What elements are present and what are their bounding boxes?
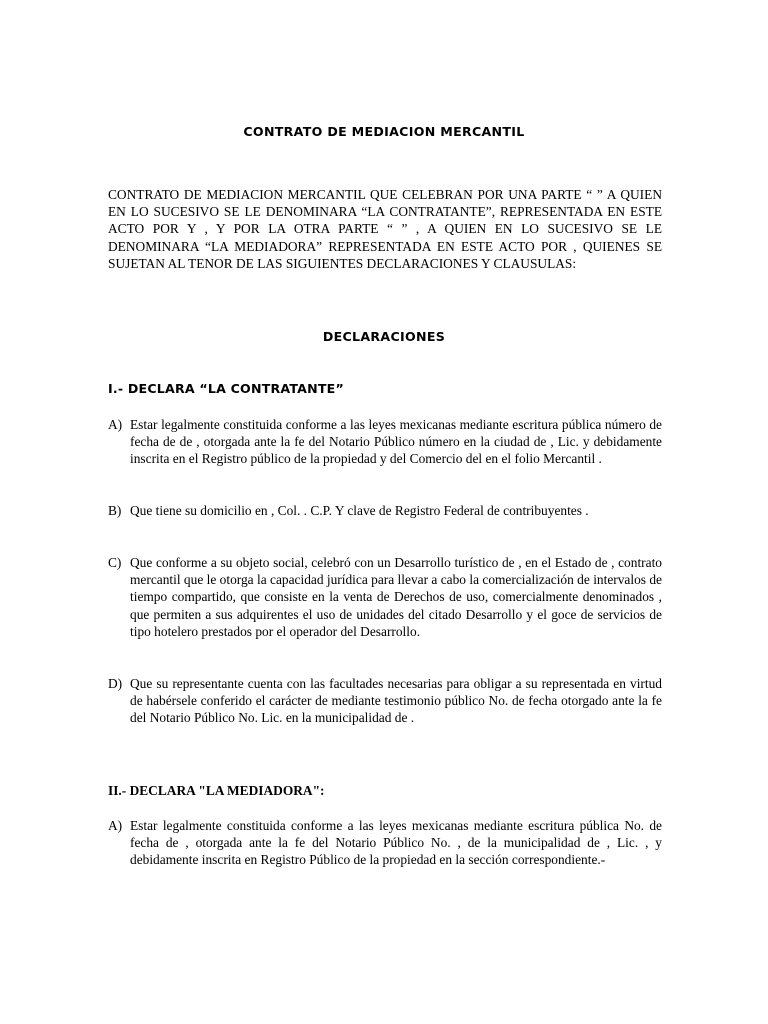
section-1-item-b: [108, 502, 662, 519]
document-title: CONTRATO DE MEDIACION MERCANTIL: [243, 124, 525, 139]
item-text: Estar legalmente constituida conforme a las leyes mexicanas mediante escritura pública No. de fecha de , otorgada ante la fe del Notario Público No. , de la municipalidad de , Lic. , y debidamente inscrita en Registro Público de la propiedad en la sección correspondiente.-: [130, 818, 662, 868]
item-text: Que conforme a su objeto social, celebró con un Desarrollo turístico de , en el Estado de , contrato mercantil que le otorga la capacidad jurídica para llevar a cabo la comercialización de intervalos de tiempo compartido, que consiste en la venta de Derechos de uso, comercialmente denominados , que permiten a sus adquirentes el uso de unidades del citado Desarrollo y el goce de servicios de tipo hotelero prestados por el operador del Desarrollo.: [130, 555, 662, 639]
section-2-item-a: [108, 817, 662, 869]
section-1-item-c: [108, 554, 662, 640]
intro-paragraph: CONTRATO DE MEDIACION MERCANTIL QUE CELEBRAN POR UNA PARTE “ ” A QUIEN EN LO SUCESIVO SE LE DENOMINARA “LA CONTRATANTE”, REPRESENTADA EN ESTE ACTO POR Y , Y POR LA OTRA PARTE “ ” , A QUIEN EN LO SUCESIVO SE LE DENOMINARA “LA MEDIADORA” REPRESENTADA EN ESTE ACTO POR , QUIENES SE SUJETAN AL TENOR DE LAS SIGUIENTES DECLARACIONES Y CLAUSULAS:: [108, 187, 662, 271]
section-2-heading: II.- DECLARA "LA MEDIADORA":: [108, 783, 325, 798]
item-label: D): [108, 676, 123, 691]
declaraciones-title: DECLARACIONES: [322, 329, 446, 344]
section-1-item-a: [108, 416, 662, 468]
section-1-item-d: [108, 675, 662, 727]
item-label: B): [108, 503, 122, 518]
item-text: Estar legalmente constituida conforme a las leyes mexicanas mediante escritura pública número de fecha de de , otorgada ante la fe del Notario Público número en la ciudad de , Lic. y debidamente inscrita en el Registro público de la propiedad y del Comercio del en el folio Mercantil .: [130, 417, 662, 467]
section-1-heading: I.- DECLARA “LA CONTRATANTE”: [108, 381, 344, 396]
item-text: Que tiene su domicilio en , Col. . C.P. Y clave de Registro Federal de contribuyentes .: [130, 503, 589, 518]
item-text: Que su representante cuenta con las facultades necesarias para obligar a su representada en virtud de habérsele conferido el carácter de mediante testimonio público No. de fecha otorgado ante la fe del Notario Público No. Lic. en la municipalidad de .: [130, 676, 662, 726]
item-label: C): [108, 555, 122, 570]
item-label: A): [108, 818, 123, 833]
item-label: A): [108, 417, 123, 432]
